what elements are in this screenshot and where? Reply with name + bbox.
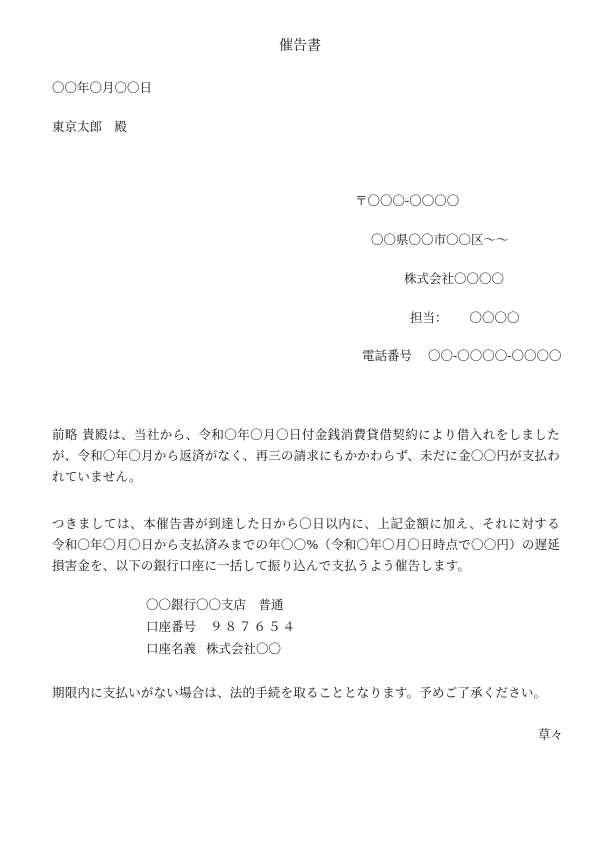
bank-branch: 〇〇銀行〇〇支店 普通 bbox=[146, 597, 284, 612]
phone-label: 電話番号 bbox=[362, 348, 413, 363]
contact-person-label: 担当： bbox=[410, 310, 448, 325]
document-date: 〇〇年〇月〇〇日 bbox=[52, 80, 153, 95]
sender-company: 株式会社〇〇〇〇 bbox=[404, 271, 505, 286]
bank-account-name bbox=[146, 641, 281, 656]
contact-person-name: 〇〇〇〇 bbox=[469, 310, 520, 325]
account-name-label: 口座名義 bbox=[146, 641, 197, 656]
bank-account-number bbox=[146, 619, 297, 634]
recipient-name: 東京太郎 殿 bbox=[52, 119, 128, 134]
sender-phone bbox=[362, 348, 561, 363]
sender-contact-person bbox=[410, 310, 520, 325]
body-paragraph-3: 期限内に支払いがない場合は、法的手続を取ることとなります。予めご了承ください。 bbox=[52, 685, 547, 700]
account-number-value: ９８７６５４ bbox=[210, 619, 298, 634]
phone-number: 〇〇-〇〇〇〇-〇〇〇〇 bbox=[428, 348, 562, 363]
account-number-label: 口座番号 bbox=[146, 619, 197, 634]
document-title: 催告書 bbox=[279, 38, 321, 54]
sender-address: 〇〇県〇〇市〇〇区～～ bbox=[371, 232, 509, 247]
body-paragraph-2: つきましては、本催告書が到達した日から〇日以内に、上記金額に加え、それに対する令和〇年〇月〇日から支払済みまでの年〇〇%（令和〇年〇月〇日時点で〇〇円）の遅延損害金を、以下の銀行口座に一括して振り込んで支払うよう催告します。 bbox=[52, 516, 560, 573]
body-paragraph-1: 前略 貴殿は、当社から、令和〇年〇月〇日付金銭消費貸借契約により借入れをしましたが、令和〇年〇月から返済がなく、再三の請求にもかかわらず、未だに金〇〇円が支払われていません。 bbox=[52, 427, 560, 484]
account-name-value: 株式会社〇〇 bbox=[206, 641, 282, 656]
sender-postal-code: 〒〇〇〇-〇〇〇〇 bbox=[355, 193, 460, 208]
closing-phrase: 草々 bbox=[538, 727, 564, 742]
